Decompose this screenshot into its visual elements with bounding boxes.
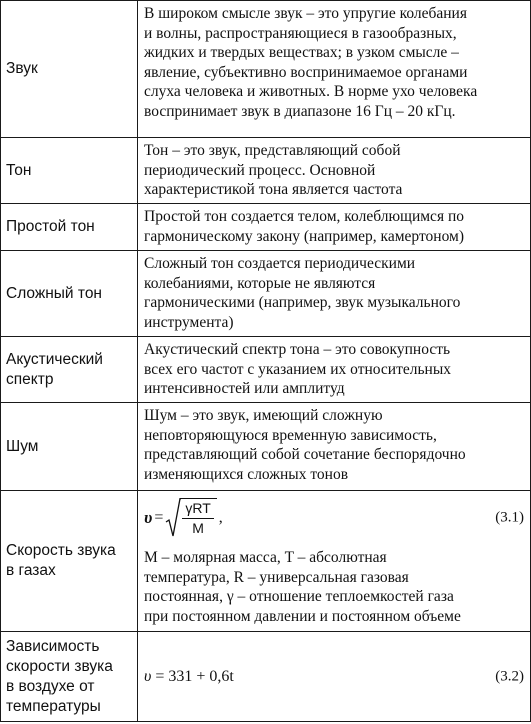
definition-cell [138,491,531,632]
equation-number: (3.1) [495,509,524,526]
definition-cell [138,138,531,204]
table-row [1,251,531,337]
table-row [1,1,531,138]
term-cell [1,251,138,337]
equals-sign: = [154,509,164,527]
definition-cell [138,204,531,251]
term-cell [1,403,138,491]
radicand [180,498,216,538]
term-cell [1,1,138,138]
table-row [1,204,531,251]
term-cell [1,632,138,722]
definition-cell [138,1,531,138]
term-label: Акустический спектр [6,350,103,388]
term-label: Зависимость скорости звука в воздухе от температуры [6,637,113,715]
term-cell [1,204,138,251]
term-label: Звук [6,60,38,77]
table-row [1,337,531,403]
table-row [1,632,531,722]
velocity-symbol: υ [144,508,153,528]
square-root [165,498,216,538]
term-label: Скорость звука в газах [6,542,116,579]
term-label: Тон [6,161,32,179]
term-label: Сложный тон [6,284,102,302]
definition-text: M – молярная масса, T – абсолютная температура, R – универсальная газовая постоянная, γ – отношение теплоемкостей газа при постоянном давлении и постоянном объеме [144,549,461,625]
table-row [1,491,531,632]
fraction-numerator: γRT [185,500,211,516]
table-row [1,138,531,204]
speed-temperature-formula [144,667,234,687]
definition-cell [138,403,531,491]
velocity-symbol: υ [144,668,152,686]
equation-number: (3.2) [495,668,524,685]
formula-rhs: = 331 + 0,6t [151,668,234,686]
radical-sign-icon [165,498,181,538]
definition-cell [138,632,531,722]
fraction-bar [182,518,213,519]
term-cell [1,491,138,632]
term-label: Шум [6,437,39,455]
fraction-denominator: M [192,520,204,536]
definition-text: Простой тон создается телом, колеблющимся по гармоническому закону (например, камертоном) [144,208,464,245]
term-cell [1,337,138,403]
formula-comma: , [218,509,223,527]
term-cell [1,138,138,204]
definition-text: Акустический спектр тона – это совокупность всех его частот с указанием их относительных интенсивностей или амплитуд [144,341,451,397]
term-label: Простой тон [6,218,95,235]
definition-cell [138,337,531,403]
definition-text: В широком смысле звук – это упругие колебания и волны, распространяющиеся в газообразных, жидких и твердых веществах; в узком смысле – явление, субъективно воспринимаемое органами слуха человека и животных. В норме ухо человека воспринимает звук в диапазоне 16 Гц – 20 кГц. [144,5,478,120]
sound-speed-formula [144,498,223,538]
definition-cell [138,251,531,337]
formula-3-2 [144,665,526,689]
table-row [1,403,531,491]
definition-text: Тон – это звук, представляющий собой периодический процесс. Основной характеристикой тона является частота [144,142,403,198]
definition-text: Сложный тон создается периодическими колебаниями, которые не являются гармоническими (например, звук музыкального инструмента) [144,255,461,331]
formula-3-1 [144,494,526,542]
definition-text: Шум – это звук, имеющий сложную неповторяющуюся временную зависимость, представляющий собой сочетание беспорядочно изменяющихся сложных тонов [144,407,466,483]
